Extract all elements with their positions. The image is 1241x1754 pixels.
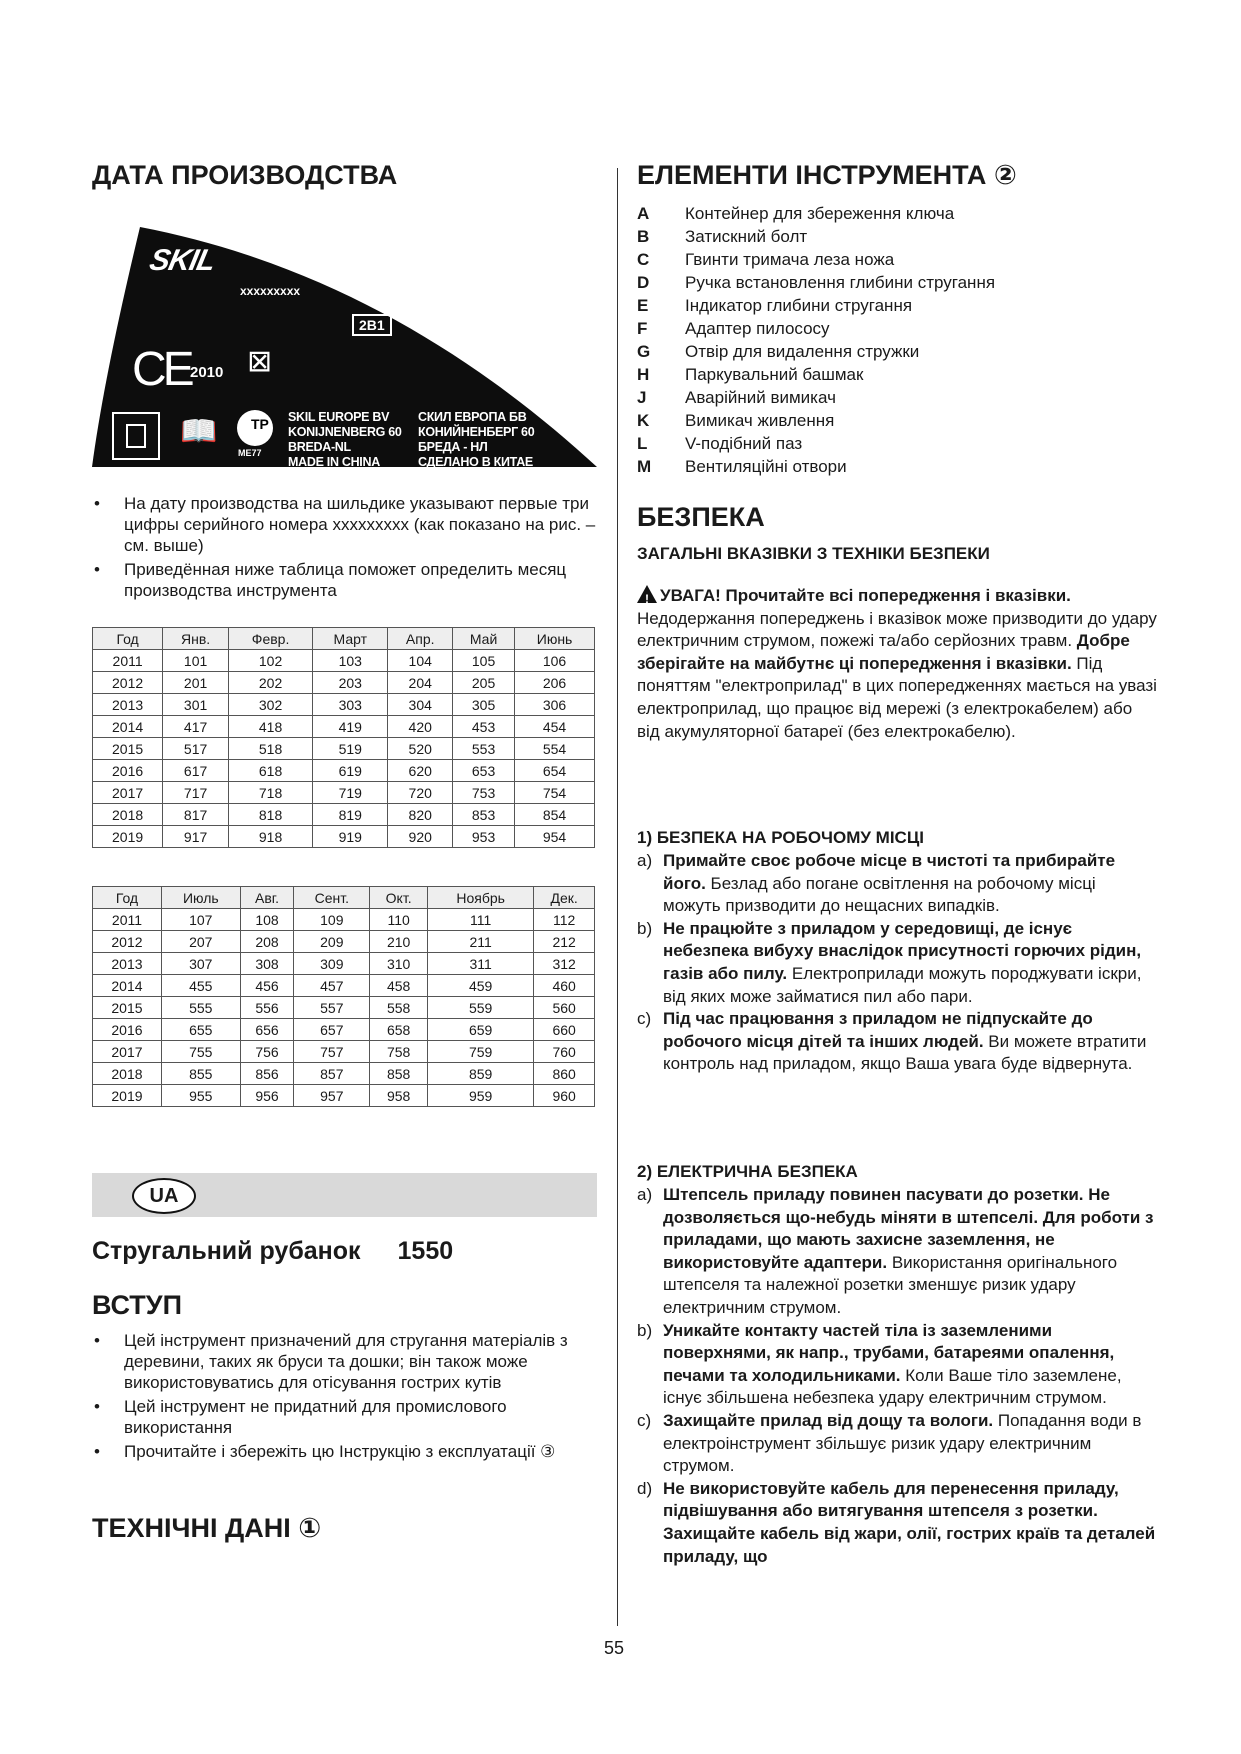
table-cell: 419 — [313, 716, 388, 738]
table-row — [93, 931, 595, 953]
table-cell: 456 — [240, 975, 294, 997]
element-letter: B — [637, 227, 650, 246]
list-item — [637, 202, 1157, 225]
table-cell: 718 — [229, 782, 313, 804]
table-row — [93, 738, 595, 760]
table-row — [93, 826, 595, 848]
electrical-safety-title: 2) ЕЛЕКТРИЧНА БЕЗПЕКА — [637, 1162, 858, 1181]
product-model: 1550 — [397, 1237, 454, 1265]
table-header: Сент. — [294, 887, 370, 909]
table-cell: 211 — [427, 931, 533, 953]
list-item: a) Примайте своє робоче місце в чистоті та прибирайте його. Безлад або погане освітлення на робочому місці можуть призводити до нещасних випадків. — [637, 851, 1116, 916]
table-row — [93, 650, 595, 672]
skil-logo: SKIL — [146, 244, 218, 277]
table-cell: 307 — [161, 953, 240, 975]
table-cell: 659 — [427, 1019, 533, 1041]
table-cell: 458 — [370, 975, 428, 997]
element-text: Вимикач живлення — [685, 411, 835, 430]
table-cell: 820 — [388, 804, 453, 826]
table-cell: 212 — [534, 931, 595, 953]
table-header: Апр. — [388, 628, 453, 650]
element-letter: L — [637, 434, 648, 453]
table-cell: 208 — [240, 931, 294, 953]
table-cell: 459 — [427, 975, 533, 997]
table-cell: 556 — [240, 997, 294, 1019]
table-cell: 853 — [453, 804, 515, 826]
table-cell: 305 — [453, 694, 515, 716]
table-cell: 2014 — [93, 716, 163, 738]
electrical-safety-items — [637, 1184, 1157, 1568]
table-cell: 618 — [229, 760, 313, 782]
element-letter: J — [637, 388, 647, 407]
element-letter: C — [637, 250, 650, 269]
table-cell: 655 — [161, 1019, 240, 1041]
table-header-row — [93, 887, 595, 909]
intro-title: ВСТУП — [92, 1290, 182, 1320]
plate-code: 2B1 — [352, 314, 392, 336]
list-item — [637, 409, 1157, 432]
table-cell: 2012 — [93, 931, 162, 953]
tool-elements-list — [637, 202, 1157, 478]
table-cell: 104 — [388, 650, 453, 672]
table-cell: 202 — [229, 672, 313, 694]
work-area-safety-title: 1) БЕЗПЕКА НА РОБОЧОМУ МІСЦІ — [637, 828, 924, 847]
table-cell: 818 — [229, 804, 313, 826]
table-cell: 954 — [515, 826, 595, 848]
table-cell: 658 — [370, 1019, 428, 1041]
table-cell: 2015 — [93, 738, 163, 760]
table-cell: 517 — [163, 738, 229, 760]
list-item: • Цей інструмент призначений для стругання матеріалів з деревини, таких як бруси та дошки; він також може використовуватись для отісування гострих кутів — [92, 1330, 602, 1393]
table-cell: 201 — [163, 672, 229, 694]
element-letter: E — [637, 296, 649, 315]
element-text: Вентиляційні отвори — [685, 457, 847, 476]
table-cell: 101 — [163, 650, 229, 672]
table-cell: 207 — [161, 931, 240, 953]
table-cell: 455 — [161, 975, 240, 997]
table-cell: 2019 — [93, 1085, 162, 1107]
table-row — [93, 909, 595, 931]
element-letter: G — [637, 342, 651, 361]
element-text: Адаптер пилососу — [685, 319, 830, 338]
table-cell: 2015 — [93, 997, 162, 1019]
table-cell: 760 — [534, 1041, 595, 1063]
table-header: Июнь — [515, 628, 595, 650]
table-row — [93, 694, 595, 716]
plate-me-code: МЕ77 — [238, 448, 262, 458]
plate-year: 2010 — [190, 364, 224, 381]
table-cell: 753 — [453, 782, 515, 804]
table-cell: 105 — [453, 650, 515, 672]
list-item: • Прочитайте і збережіть цю Інструкцію з експлуатації ③ — [92, 1441, 602, 1462]
table-cell: 457 — [294, 975, 370, 997]
table-cell: 717 — [163, 782, 229, 804]
table-header: Год — [93, 628, 163, 650]
table-cell: 107 — [161, 909, 240, 931]
element-letter: M — [637, 457, 652, 476]
page-number: 55 — [604, 1638, 625, 1658]
language-badge: UA — [132, 1178, 196, 1214]
element-text: Гвинти тримача леза ножа — [685, 250, 895, 269]
table-cell: 304 — [388, 694, 453, 716]
table-cell: 854 — [515, 804, 595, 826]
table-cell: 617 — [163, 760, 229, 782]
table-header: Янв. — [163, 628, 229, 650]
table-cell: 519 — [313, 738, 388, 760]
list-item — [637, 340, 1157, 363]
table-cell: 311 — [427, 953, 533, 975]
table-cell: 919 — [313, 826, 388, 848]
table-header: Май — [453, 628, 515, 650]
list-item: b) Не працюйте з приладом у середовищі, де існує небезпека вибуху внаслідок присутності горючих рідин, газів або пилу. Електроприлади можуть породжувати іскри, від яких може займатися пил або пари. — [637, 918, 1142, 1006]
table-cell: 2018 — [93, 1063, 162, 1085]
table-cell: 819 — [313, 804, 388, 826]
table-cell: 2013 — [93, 694, 163, 716]
table-row — [93, 1063, 595, 1085]
general-warning: ! УВАГА! Прочитайте всі попередження і вказівки. Недодержання попереджень і вказівок може призводити до удару електричним струмом, пожежі та/або серйозних травм. Добре зберігайте на майбутнє ці попередження і вказівки. Під поняттям "електроприлад" в цих попередженнях мається на увазі електроприлад, що працює від мережі (з електрокабелем) або від акумуляторної батареї (без електрокабелю). — [637, 586, 1157, 741]
element-text: Ручка встановлення глибини стругання — [685, 273, 996, 292]
list-item: • Приведённая ниже таблица поможет определить месяц производства инструмента — [92, 559, 597, 601]
table-row — [93, 997, 595, 1019]
element-text: V-подібний паз — [685, 434, 803, 453]
table-cell: 956 — [240, 1085, 294, 1107]
table-cell: 306 — [515, 694, 595, 716]
table-row — [93, 1085, 595, 1107]
table-header: Дек. — [534, 887, 595, 909]
table-cell: 654 — [515, 760, 595, 782]
table-cell: 102 — [229, 650, 313, 672]
table-cell: 2019 — [93, 826, 163, 848]
table-cell: 657 — [294, 1019, 370, 1041]
table-cell: 957 — [294, 1085, 370, 1107]
table-cell: 855 — [161, 1063, 240, 1085]
list-item: d) Не використовуйте кабель для перенесення приладу, підвішування або витягування штепселя з розетки. Захищайте кабель від жари, олії, гострих країв та деталей приладу, що — [637, 1478, 1156, 1566]
date-bullets — [92, 493, 597, 604]
table-cell: 110 — [370, 909, 428, 931]
product-heading — [92, 1237, 453, 1266]
list-item — [637, 317, 1157, 340]
table-cell: 558 — [370, 997, 428, 1019]
table-row — [93, 672, 595, 694]
table-cell: 418 — [229, 716, 313, 738]
table-cell: 417 — [163, 716, 229, 738]
table-cell: 2013 — [93, 953, 162, 975]
table-cell: 656 — [240, 1019, 294, 1041]
table-cell: 2011 — [93, 909, 162, 931]
list-item — [637, 225, 1157, 248]
table-cell: 859 — [427, 1063, 533, 1085]
safety-title: БЕЗПЕКА — [637, 502, 765, 532]
production-date-title: ДАТА ПРОИЗВОДСТВА — [92, 160, 398, 190]
table-cell: 301 — [163, 694, 229, 716]
list-item — [637, 363, 1157, 386]
right-column — [637, 160, 1157, 1566]
list-item — [637, 271, 1157, 294]
table-cell: 309 — [294, 953, 370, 975]
table-cell: 210 — [370, 931, 428, 953]
table-cell: 959 — [427, 1085, 533, 1107]
table-cell: 310 — [370, 953, 428, 975]
element-letter: K — [637, 411, 650, 430]
table-cell: 758 — [370, 1041, 428, 1063]
list-item — [637, 386, 1157, 409]
plate-serial: xxxxxxxxx — [240, 284, 301, 298]
ce-mark-icon: CE — [132, 343, 191, 396]
table-cell: 2014 — [93, 975, 162, 997]
table-cell: 518 — [229, 738, 313, 760]
element-text: Індикатор глибини стругання — [685, 296, 913, 315]
table-header: Год — [93, 887, 162, 909]
table-cell: 920 — [388, 826, 453, 848]
plate-address-latin: SKIL EUROPE BV KONIJNENBERG 60 BREDA-NL MADE IN CHINA — [288, 410, 402, 469]
table-cell: 917 — [163, 826, 229, 848]
list-item: c) Захищайте прилад від дощу та вологи. Попадання води в електроінструмент збільшує ризик удару електричним струмом. — [637, 1410, 1142, 1476]
left-column — [92, 160, 602, 1543]
list-item — [637, 294, 1157, 317]
tech-data-title: ТЕХНІЧНІ ДАНІ ① — [92, 1513, 322, 1543]
table-header: Окт. — [370, 887, 428, 909]
list-item — [637, 432, 1157, 455]
table-cell: 303 — [313, 694, 388, 716]
table-cell: 960 — [534, 1085, 595, 1107]
table-cell: 2017 — [93, 1041, 162, 1063]
table-cell: 205 — [453, 672, 515, 694]
rating-plate — [92, 222, 602, 467]
table-cell: 454 — [515, 716, 595, 738]
table-cell: 108 — [240, 909, 294, 931]
warning-triangle-icon: ! — [637, 585, 657, 603]
table-cell: 857 — [294, 1063, 370, 1085]
table-cell: 302 — [229, 694, 313, 716]
table-body — [93, 650, 595, 848]
table-cell: 2011 — [93, 650, 163, 672]
product-name: Стругальний рубанок — [92, 1237, 361, 1265]
table-header: Ноябрь — [427, 887, 533, 909]
table-cell: 2016 — [93, 1019, 162, 1041]
table-row — [93, 1041, 595, 1063]
table-cell: 858 — [370, 1063, 428, 1085]
list-item — [637, 455, 1157, 478]
list-item: a) Штепсель приладу повинен пасувати до розетки. Не дозволяється що-небудь міняти в штепселі. Для роботи з приладами, що мають захисне заземлення, не використовуйте адаптери. Використання оригінального штепселя та належної розетки зменшує ризик удару електричним струмом. — [637, 1185, 1154, 1317]
table-row — [93, 716, 595, 738]
table-cell: 2016 — [93, 760, 163, 782]
plate-address-cyrillic: СКИЛ ЕВРОПА БВ КОНИЙНЕНБЕРГ 60 БРЕДА - НЛ СДЕЛАНО В КИТАЕ — [418, 410, 535, 469]
element-letter: A — [637, 204, 650, 223]
table-cell: 757 — [294, 1041, 370, 1063]
table-cell: 554 — [515, 738, 595, 760]
element-text: Аварійний вимикач — [685, 388, 836, 407]
table-cell: 112 — [534, 909, 595, 931]
table-cell: 918 — [229, 826, 313, 848]
table-cell: 557 — [294, 997, 370, 1019]
list-item: b) Уникайте контакту частей тіла із заземленими поверхнями, як напр., трубами, батареями опалення, печами та холодильниками. Коли Ваше тіло заземлене, існує збільшена небезпека удару електричним струмом. — [637, 1320, 1122, 1408]
element-letter: H — [637, 365, 650, 384]
wheelie-bin-icon: ⊠ — [247, 345, 273, 378]
table-cell: 660 — [534, 1019, 595, 1041]
table-cell: 103 — [313, 650, 388, 672]
table-cell: 560 — [534, 997, 595, 1019]
table-cell: 856 — [240, 1063, 294, 1085]
table-cell: 958 — [370, 1085, 428, 1107]
table-cell: 109 — [294, 909, 370, 931]
table-cell: 619 — [313, 760, 388, 782]
language-band — [92, 1173, 597, 1217]
table-cell: 719 — [313, 782, 388, 804]
table-cell: 759 — [427, 1041, 533, 1063]
table-cell: 460 — [534, 975, 595, 997]
table-body — [93, 909, 595, 1107]
table-cell: 453 — [453, 716, 515, 738]
table-cell: 206 — [515, 672, 595, 694]
table-row — [93, 975, 595, 997]
list-item — [637, 248, 1157, 271]
element-letter: F — [637, 319, 648, 338]
safety-subtitle: ЗАГАЛЬНІ ВКАЗІВКИ З ТЕХНІКИ БЕЗПЕКИ — [637, 544, 990, 563]
table-cell: 209 — [294, 931, 370, 953]
table-cell: 520 — [388, 738, 453, 760]
table-cell: 555 — [161, 997, 240, 1019]
list-item: • Цей інструмент не придатний для промислового використання — [92, 1396, 602, 1438]
table-cell: 756 — [240, 1041, 294, 1063]
table-cell: 2017 — [93, 782, 163, 804]
production-table-jul-dec — [92, 886, 595, 1107]
table-header: Июль — [161, 887, 240, 909]
table-header: Март — [313, 628, 388, 650]
double-insulation-icon — [112, 412, 160, 460]
table-cell: 720 — [388, 782, 453, 804]
table-row — [93, 760, 595, 782]
list-item: c) Під час працювання з приладом не підпускайте до робочого місця дітей та інших людей. Ви можете втратити контроль над приладом, якщо Ваша увага буде відвернута. — [637, 1009, 1147, 1074]
element-text: Затискний болт — [685, 227, 808, 246]
table-row — [93, 953, 595, 975]
element-text: Паркувальний башмак — [685, 365, 864, 384]
table-cell: 754 — [515, 782, 595, 804]
column-divider — [617, 168, 618, 1626]
table-row — [93, 1019, 595, 1041]
element-text: Контейнер для збереження ключа — [685, 204, 955, 223]
table-header: Авг. — [240, 887, 294, 909]
tp-certification-icon: ТР — [237, 410, 273, 446]
work-area-safety-items — [637, 850, 1157, 1076]
table-row — [93, 782, 595, 804]
table-cell: 111 — [427, 909, 533, 931]
table-cell: 860 — [534, 1063, 595, 1085]
table-cell: 953 — [453, 826, 515, 848]
table-header-row — [93, 628, 595, 650]
table-cell: 755 — [161, 1041, 240, 1063]
table-cell: 620 — [388, 760, 453, 782]
table-cell: 817 — [163, 804, 229, 826]
table-cell: 312 — [534, 953, 595, 975]
table-cell: 420 — [388, 716, 453, 738]
table-cell: 2018 — [93, 804, 163, 826]
production-table-jan-jun — [92, 627, 595, 848]
table-cell: 203 — [313, 672, 388, 694]
table-row — [93, 804, 595, 826]
list-item: • На дату производства на шильдике указывают первые три цифры серийного номера xxxxxxxxx (как показано на рис. – см. выше) — [92, 493, 597, 556]
intro-bullets — [92, 1330, 602, 1465]
read-manual-icon: 📖 — [180, 415, 218, 448]
table-cell: 553 — [453, 738, 515, 760]
tool-elements-title: ЕЛЕМЕНТИ ІНСТРУМЕНТА ② — [637, 160, 1017, 190]
table-header: Февр. — [229, 628, 313, 650]
table-cell: 559 — [427, 997, 533, 1019]
table-cell: 653 — [453, 760, 515, 782]
table-cell: 106 — [515, 650, 595, 672]
element-text: Отвір для видалення стружки — [685, 342, 920, 361]
table-cell: 308 — [240, 953, 294, 975]
table-cell: 204 — [388, 672, 453, 694]
element-letter: D — [637, 273, 650, 292]
table-cell: 2012 — [93, 672, 163, 694]
table-cell: 955 — [161, 1085, 240, 1107]
